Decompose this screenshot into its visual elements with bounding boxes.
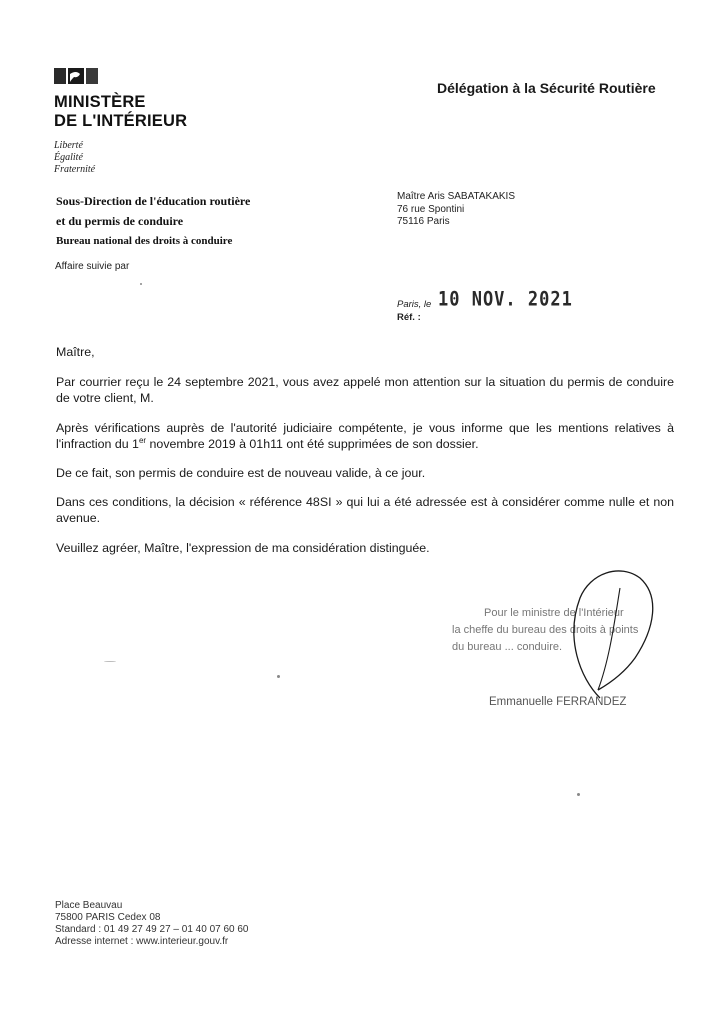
recipient-address (397, 191, 515, 229)
paragraph-2-start: Après vérifications auprès de l'autorité judiciaire compétente, je vous informe que les mentions relatives à l'infraction du 1 (56, 421, 674, 451)
followed-by-label: Affaire suivie par (55, 261, 130, 272)
date-label: Paris, le (397, 299, 432, 310)
signature-line-2: la cheffe du bureau des droits à points (452, 624, 639, 636)
paragraph-3: De ce fait, son permis de conduire est de nouveau valide, à ce jour. (56, 466, 426, 480)
ministry-line-1: MINISTÈRE (54, 93, 146, 111)
sender-line-3: Bureau national des droits à conduire (56, 235, 233, 247)
scan-speck (577, 793, 580, 796)
motto-liberte: Liberté (54, 140, 83, 151)
footer-phone: Standard : 01 49 27 49 27 – 01 40 07 60 60 (55, 924, 249, 935)
ordinal-superscript: er (138, 435, 147, 445)
sender-line-2: et du permis de conduire (56, 214, 184, 228)
footer-website: Adresse internet : www.interieur.gouv.fr (55, 936, 229, 947)
signatory-name: Emmanuelle FERRANDEZ (489, 696, 627, 708)
closing-paragraph: Veuillez agréer, Maître, l'expression de ma considération distinguée. (56, 541, 430, 555)
handwritten-signature-icon (560, 558, 670, 718)
date-stamp: 10 NOV. 2021 (438, 288, 573, 311)
signature-line-1: Pour le ministre de l'Intérieur (484, 607, 624, 619)
delegation-title: Délégation à la Sécurité Routière (437, 80, 656, 96)
scan-speck (277, 675, 280, 678)
recipient-city: 75116 Paris (397, 216, 450, 227)
signature-line-3: du bureau ... conduire. (452, 641, 563, 653)
sender-line-1: Sous-Direction de l'éducation routière (56, 194, 251, 208)
republic-motto (54, 140, 95, 176)
motto-egalite: Égalité (54, 152, 83, 163)
footer-address (55, 900, 249, 948)
footer-address-line-1: Place Beauvau (55, 900, 123, 911)
salutation: Maître, (56, 345, 95, 359)
footer-address-line-2: 75800 PARIS Cedex 08 (55, 912, 161, 923)
reference-label: Réf. : (397, 312, 421, 323)
sender-block (56, 191, 250, 251)
marianne-logo-icon (54, 66, 98, 86)
paragraph-2-end: novembre 2019 à 01h11 ont été supprimées de son dossier. (146, 436, 479, 451)
recipient-name: Maître Aris SABATAKAKIS (397, 191, 515, 202)
recipient-street: 76 rue Spontini (397, 203, 465, 215)
paragraph-1: Par courrier reçu le 24 septembre 2021, vous avez appelé mon attention sur la situation du permis de conduire de votre client, M. (56, 375, 674, 405)
motto-fraternite: Fraternité (54, 164, 96, 175)
paragraph-2 (56, 421, 674, 452)
ministry-name (54, 93, 187, 131)
ministry-line-2: DE L'INTÉRIEUR (54, 112, 188, 130)
scan-speck (140, 283, 142, 285)
paragraph-4: Dans ces conditions, la décision « référence 48SI » qui lui a été adressée est à considérer comme nulle et non avenue. (56, 495, 674, 525)
scan-speck (104, 661, 116, 662)
